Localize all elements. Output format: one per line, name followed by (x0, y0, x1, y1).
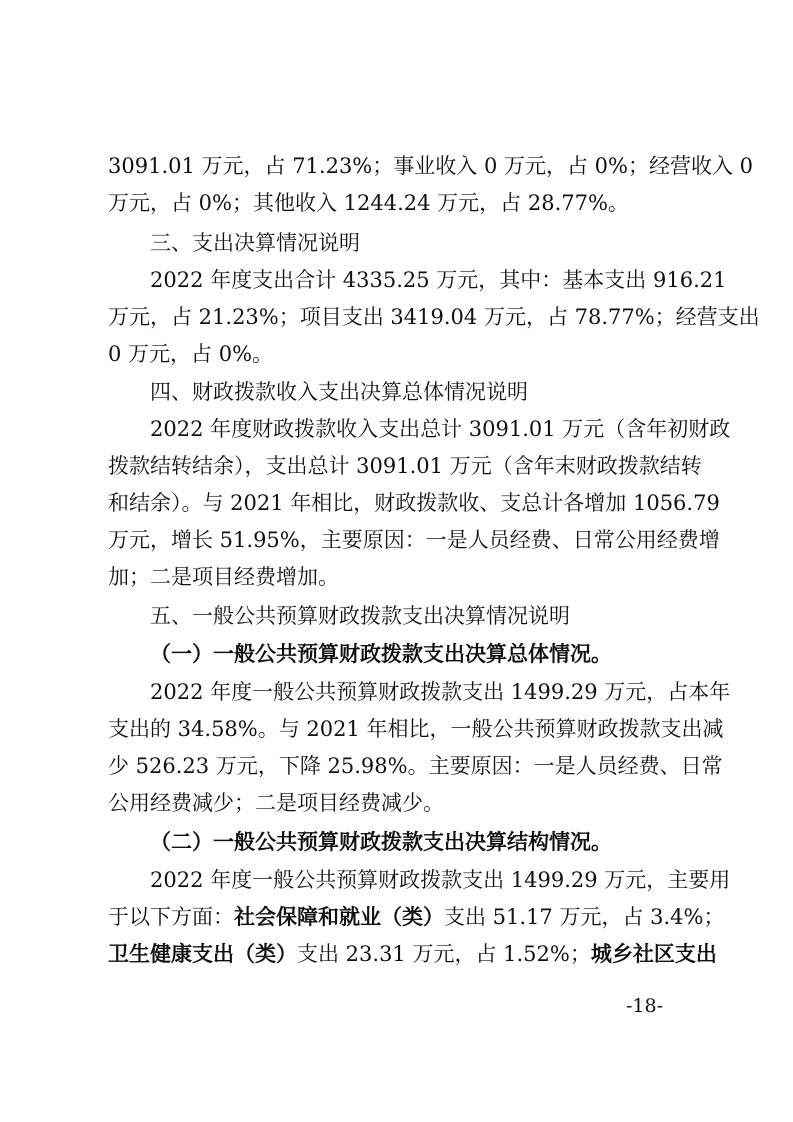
category-health: 卫生健康支出（类） (108, 941, 297, 966)
expenditure-paragraph-line-1: 2022 年度支出合计 4335.25 万元，其中：基本支出 916.21 (150, 268, 727, 292)
overall-paragraph-line-2: 支出的 34.58%。与 2021 年相比，一般公共预算财政拨款支出减 (108, 717, 724, 741)
fiscal-total-paragraph-line-5: 加；二是项目经费增加。 (108, 565, 339, 589)
structure-line-2-lead: 于以下方面： (108, 905, 234, 929)
structure-line-2-tail: 支出 51.17 万元，占 3.4%； (444, 905, 725, 929)
overall-paragraph-line-1: 2022 年度一般公共预算财政拨款支出 1499.29 万元，占本年 (150, 680, 731, 704)
category-urban-rural-community: 城乡社区支出 (590, 941, 717, 966)
structure-line-3-middle: 支出 23.31 万元，占 1.52%； (297, 942, 591, 966)
fiscal-total-paragraph-line-4: 万元，增长 51.95%，主要原因：一是人员经费、日常公用经费增 (108, 528, 720, 552)
structure-paragraph-line-2 (108, 903, 725, 931)
overall-paragraph-line-4: 公用经费减少；二是项目经费减少。 (108, 791, 444, 815)
subsection-heading-structure: （二）一般公共预算财政拨款支出决算结构情况。 (150, 830, 612, 854)
income-paragraph-line-2: 万元，占 0%；其他收入 1244.24 万元，占 28.77%。 (108, 191, 629, 215)
section-heading-expenditure: 三、支出决算情况说明 (150, 231, 360, 255)
expenditure-paragraph-line-2: 万元，占 21.23%；项目支出 3419.04 万元，占 78.77%；经营支出 (108, 305, 760, 329)
fiscal-total-paragraph-line-1: 2022 年度财政拨款收入支出总计 3091.01 万元（含年初财政 (150, 417, 731, 441)
section-heading-general-budget: 五、一般公共预算财政拨款支出决算情况说明 (150, 604, 570, 628)
expenditure-paragraph-line-3: 0 万元，占 0%。 (108, 342, 274, 366)
income-paragraph-line-1: 3091.01 万元，占 71.23%；事业收入 0 万元，占 0%；经营收入 0 (108, 154, 753, 178)
overall-paragraph-line-3: 少 526.23 万元，下降 25.98%。主要原因：一是人员经费、日常 (108, 754, 723, 778)
category-social-security: 社会保障和就业（类） (234, 904, 444, 929)
section-heading-fiscal-total: 四、财政拨款收入支出决算总体情况说明 (150, 380, 528, 404)
structure-paragraph-line-3 (108, 940, 717, 968)
structure-paragraph-line-1: 2022 年度一般公共预算财政拨款支出 1499.29 万元，主要用 (150, 868, 731, 892)
subsection-heading-overall: （一）一般公共预算财政拨款支出决算总体情况。 (150, 642, 612, 666)
page-number: -18- (626, 995, 664, 1017)
fiscal-total-paragraph-line-3: 和结余）。与 2021 年相比，财政拨款收、支总计各增加 1056.79 (108, 491, 720, 515)
fiscal-total-paragraph-line-2: 拨款结转结余），支出总计 3091.01 万元（含年末财政拨款结转 (108, 454, 702, 478)
